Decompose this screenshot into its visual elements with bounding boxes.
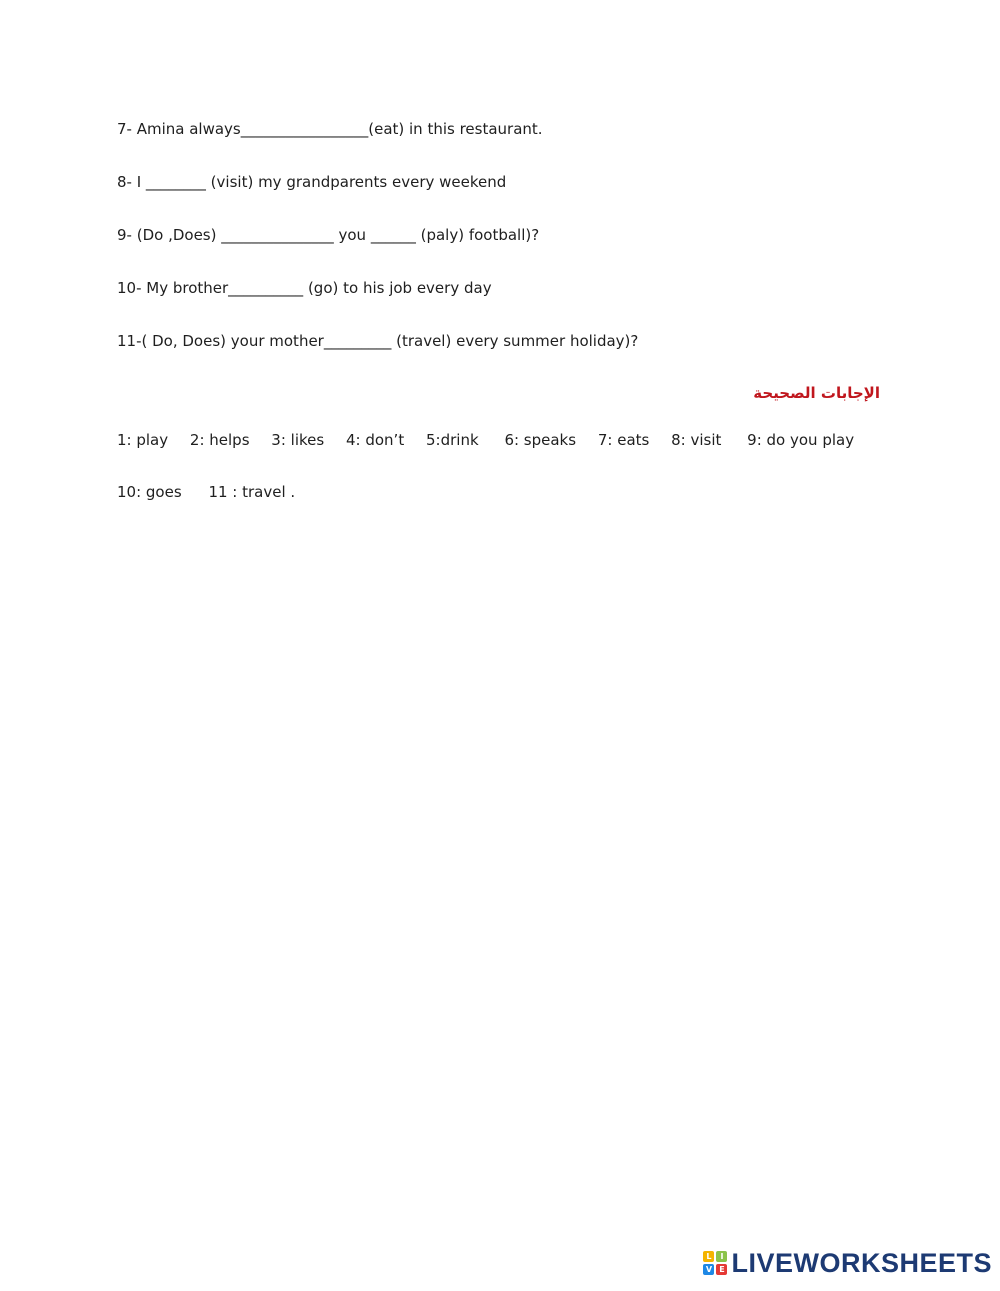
question-11: 11-( Do, Does) your mother_________ (travel) every summer holiday)?	[117, 332, 639, 350]
answer-8: 8: visit	[671, 431, 722, 449]
answer-4: 4: don’t	[345, 431, 405, 449]
logo-letter-l: L	[703, 1251, 714, 1262]
question-10: 10- My brother__________ (go) to his job every day	[117, 279, 492, 297]
question-7: 7- Amina always_________________(eat) in this restaurant.	[117, 120, 543, 138]
logo-mark-icon	[703, 1251, 727, 1275]
answer-1: 1: play	[117, 431, 169, 449]
answer-3: 3: likes	[271, 431, 325, 449]
answer-6: 6: speaks	[504, 431, 577, 449]
logo-letter-v: V	[703, 1264, 714, 1275]
answer-5: 5:drink	[426, 431, 479, 449]
logo-letter-i: I	[716, 1251, 727, 1262]
liveworksheets-logo	[703, 1249, 992, 1277]
logo-letter-e: E	[716, 1264, 727, 1275]
answers-row-1	[117, 430, 871, 450]
answer-7: 7: eats	[597, 431, 650, 449]
answer-9: 9: do you play	[747, 431, 855, 449]
question-9: 9- (Do ,Does) _______________ you ______ (paly) football)?	[117, 226, 540, 244]
answer-10: 10: goes	[117, 483, 182, 501]
answer-11: 11 : travel .	[208, 483, 296, 501]
answers-heading: الإجابات الصحيحة	[753, 384, 880, 402]
logo-text: LIVEWORKSHEETS	[731, 1248, 992, 1278]
answer-2: 2: helps	[189, 431, 250, 449]
question-8: 8- I ________ (visit) my grandparents every weekend	[117, 173, 507, 191]
answers-row-2	[117, 482, 317, 502]
